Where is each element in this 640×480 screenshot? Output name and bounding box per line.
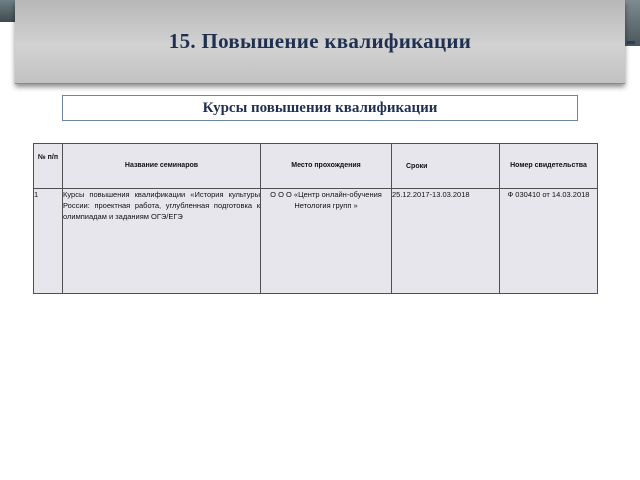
subtitle-box bbox=[62, 95, 578, 121]
cell-dates: 25.12.2017-13.03.2018 bbox=[392, 189, 500, 294]
slide-subtitle: Курсы повышения квалификации bbox=[202, 99, 438, 116]
header-dates bbox=[392, 144, 500, 189]
header-cert bbox=[500, 144, 598, 189]
cell-num: 1 bbox=[34, 189, 63, 294]
header-name-label: Название семинаров bbox=[124, 162, 199, 169]
slide-title-bar bbox=[15, 0, 625, 84]
header-num bbox=[34, 144, 63, 189]
cell-cert: Ф 030410 от 14.03.2018 bbox=[500, 189, 598, 294]
header-name bbox=[63, 144, 261, 189]
cell-name: Курсы повышения квалификации «История культуры России: проектная работа, углубленная подготовка к олимпиадам и заданиям ОГЭ/ЕГЭ bbox=[63, 189, 261, 294]
header-place-label: Место прохождения bbox=[291, 162, 361, 169]
top-left-accent bbox=[0, 0, 16, 22]
table-row bbox=[34, 189, 598, 294]
top-right-accent bbox=[624, 0, 640, 46]
accent-dot bbox=[627, 41, 635, 44]
cell-place: О О О «Центр онлайн-обучения Нетология групп » bbox=[261, 189, 392, 294]
courses-table bbox=[33, 143, 598, 294]
slide-title: 15. Повышение квалификации bbox=[168, 29, 472, 53]
header-place bbox=[261, 144, 392, 189]
header-dates-label: Сроки bbox=[406, 163, 428, 170]
header-cert-label: Номер свидетельства bbox=[510, 162, 587, 169]
header-num-label: № п/п bbox=[37, 154, 59, 161]
table-header-row bbox=[34, 144, 598, 189]
